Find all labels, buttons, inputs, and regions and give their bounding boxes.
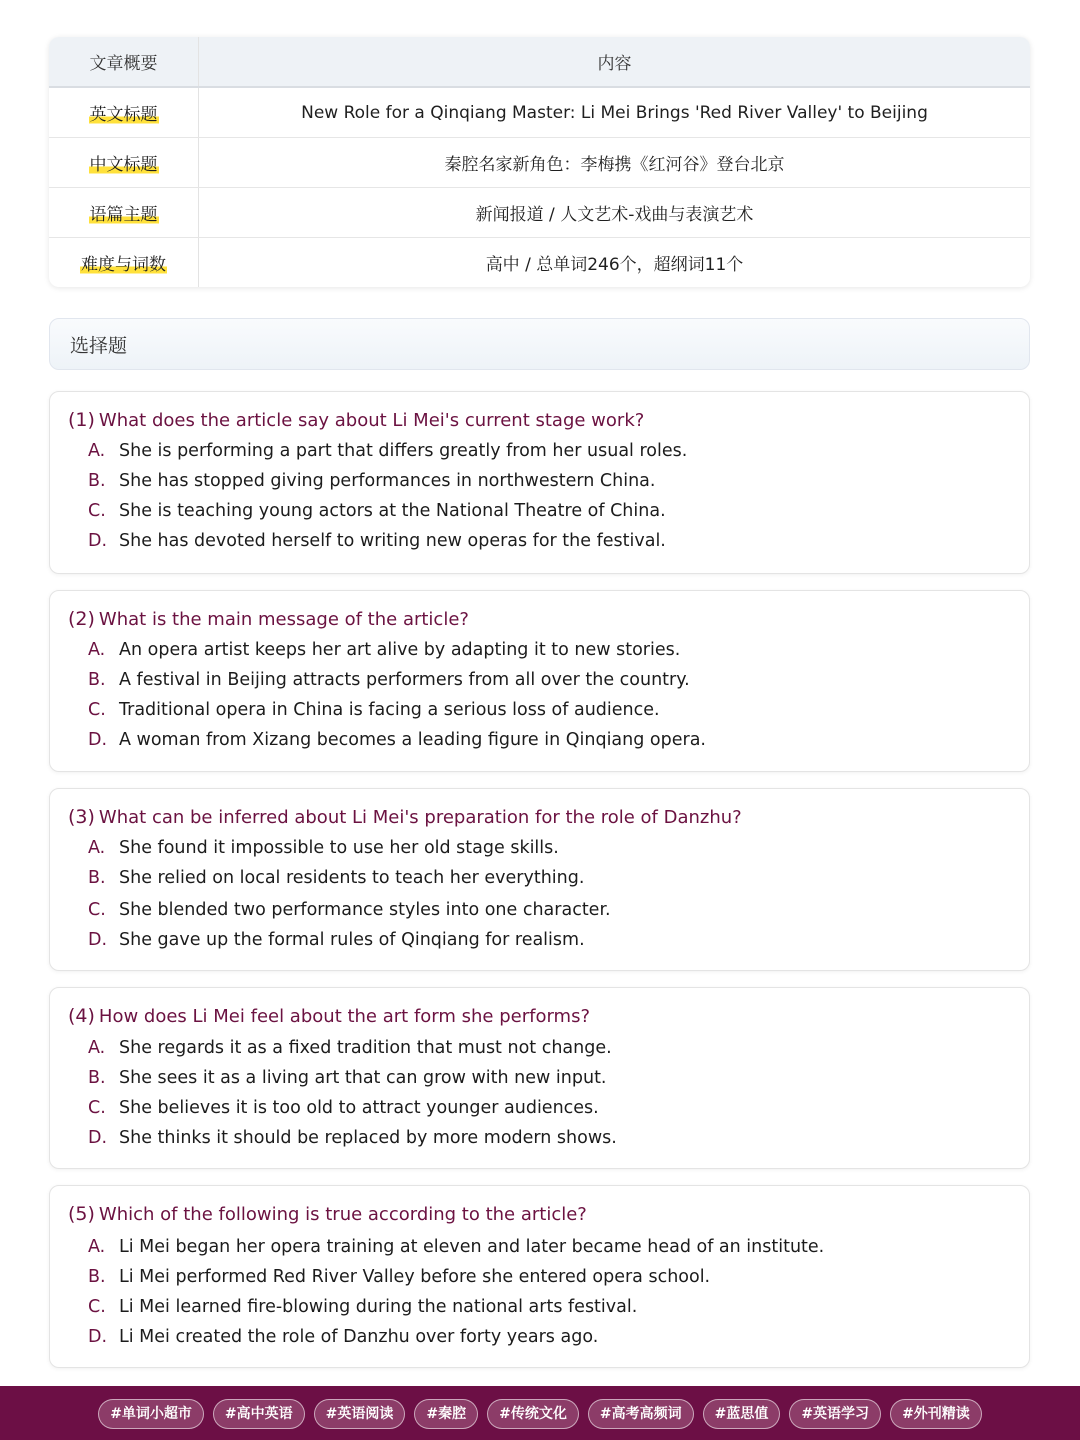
option-b[interactable]: B. She relied on local residents to teach her everything.: [88, 868, 585, 888]
question-number: (4): [68, 1005, 95, 1027]
tag-chip[interactable]: #外刊精读: [890, 1399, 982, 1429]
question-title: [68, 1005, 590, 1027]
question-card-4: [49, 987, 1030, 1169]
question-title: [68, 806, 742, 828]
option-d[interactable]: D. She thinks it should be replaced by more modern shows.: [88, 1128, 617, 1148]
summary-row-chinese-title: [49, 138, 1030, 188]
option-a[interactable]: A. Li Mei began her opera training at eleven and later became head of an institute.: [88, 1237, 825, 1257]
summary-row-value: 秦腔名家新角色：李梅携《红河谷》登台北京: [199, 138, 1031, 188]
question-number: (1): [68, 409, 95, 431]
question-text: What is the main message of the article?: [98, 609, 469, 630]
tag-chip[interactable]: #高中英语: [213, 1399, 305, 1429]
summary-row-label: 难度与词数: [49, 238, 199, 288]
summary-row-value: New Role for a Qinqiang Master: Li Mei Brings 'Red River Valley' to Beijing: [199, 87, 1031, 138]
summary-row-label: 中文标题: [49, 138, 199, 188]
summary-row-value: 高中 / 总单词246个，超纲词11个: [485, 255, 744, 275]
summary-row-value: 新闻报道 / 人文艺术-戏曲与表演艺术: [199, 188, 1031, 238]
question-number: (3): [68, 806, 95, 828]
option-b[interactable]: B. A festival in Beijing attracts performers from all over the country.: [88, 670, 690, 690]
section-title: 选择题: [70, 335, 128, 357]
question-card-1: [49, 391, 1030, 574]
option-a[interactable]: A. She is performing a part that differs greatly from her usual roles.: [88, 441, 688, 461]
option-a[interactable]: A. She found it impossible to use her old stage skills.: [88, 838, 559, 858]
option-c[interactable]: C. Li Mei learned fire-blowing during the national arts festival.: [88, 1297, 638, 1317]
footer-tag-bar: [0, 1386, 1080, 1440]
summary-header-content: 内容: [199, 37, 1031, 87]
option-c[interactable]: C. She blended two performance styles into one character.: [88, 900, 611, 920]
option-c[interactable]: C. She believes it is too old to attract younger audiences.: [88, 1098, 599, 1118]
question-title: [68, 1203, 587, 1225]
option-d[interactable]: D. Li Mei created the role of Danzhu over forty years ago.: [88, 1327, 599, 1347]
question-number: (5): [68, 1203, 95, 1225]
question-card-2: [49, 590, 1030, 772]
question-card-5: [49, 1185, 1030, 1368]
option-d[interactable]: D. A woman from Xizang becomes a leading figure in Qinqiang opera.: [88, 730, 706, 750]
question-text: How does Li Mei feel about the art form she performs?: [98, 1006, 591, 1027]
option-d[interactable]: D. She gave up the formal rules of Qinqiang for realism.: [88, 930, 585, 950]
question-text: What does the article say about Li Mei's current stage work?: [98, 410, 645, 431]
summary-row-difficulty: [49, 238, 1030, 288]
option-c[interactable]: C. She is teaching young actors at the National Theatre of China.: [88, 501, 666, 521]
option-a[interactable]: A. An opera artist keeps her art alive by adapting it to new stories.: [88, 640, 681, 660]
summary-row-topic: [49, 188, 1030, 238]
tag-chip[interactable]: #传统文化: [487, 1399, 579, 1429]
question-title: [68, 409, 644, 431]
summary-header-label: 文章概要: [49, 37, 199, 87]
section-header: [49, 318, 1030, 370]
option-b[interactable]: B. She has stopped giving performances in northwestern China.: [88, 471, 656, 491]
tag-chip[interactable]: #高考高频词: [588, 1399, 694, 1429]
option-d[interactable]: D. She has devoted herself to writing new operas for the festival.: [88, 531, 666, 551]
tag-chip[interactable]: #单词小超市: [98, 1399, 204, 1429]
question-text: What can be inferred about Li Mei's preparation for the role of Danzhu?: [98, 807, 742, 828]
tag-chip[interactable]: #秦腔: [414, 1399, 478, 1429]
question-text: Which of the following is true according to the article?: [98, 1204, 587, 1225]
question-title: [68, 608, 469, 630]
tag-chip[interactable]: #英语学习: [789, 1399, 881, 1429]
option-c[interactable]: C. Traditional opera in China is facing a serious loss of audience.: [88, 700, 660, 720]
tag-chip[interactable]: #英语阅读: [314, 1399, 406, 1429]
question-card-3: [49, 788, 1030, 971]
summary-row-english-title: [49, 87, 1030, 138]
option-b[interactable]: B. Li Mei performed Red River Valley before she entered opera school.: [88, 1267, 711, 1287]
tag-list: [0, 1399, 1080, 1429]
option-a[interactable]: A. She regards it as a fixed tradition that must not change.: [88, 1038, 612, 1058]
summary-row-label: 语篇主题: [49, 188, 199, 238]
summary-header-row: [49, 37, 1030, 87]
option-b[interactable]: B. She sees it as a living art that can grow with new input.: [88, 1068, 607, 1088]
question-number: (2): [68, 608, 95, 630]
tag-chip[interactable]: #蓝思值: [703, 1399, 781, 1429]
article-summary-table: [49, 37, 1030, 287]
summary-row-label: 英文标题: [49, 87, 199, 138]
